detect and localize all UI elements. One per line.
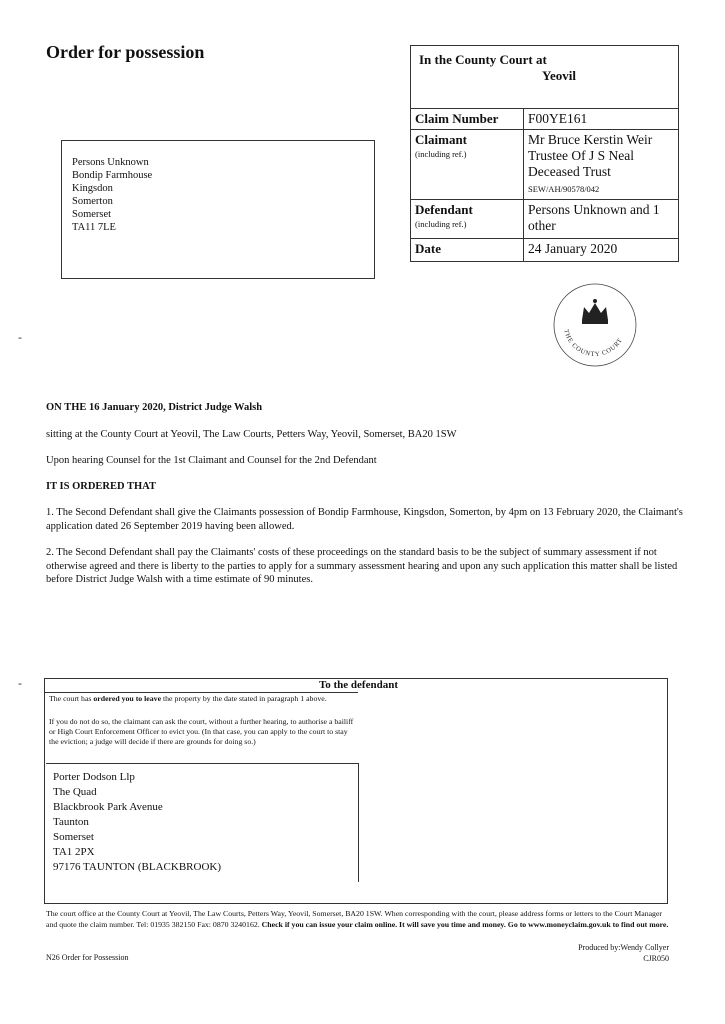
ordered-heading: IT IS ORDERED THAT — [46, 481, 156, 492]
defendant-label: Defendant — [415, 202, 473, 217]
address-line: Taunton — [53, 816, 89, 828]
produced-by: Produced by:Wendy Collyer — [578, 943, 669, 952]
seal-text: THE COUNTY COURT — [562, 328, 625, 359]
defendant-line: Persons Unknown and 1 — [528, 202, 660, 217]
court-box — [410, 45, 679, 109]
leave-emphasis: ordered you to leave — [93, 694, 162, 703]
defendant-address — [53, 770, 221, 875]
address-line: Somerton — [72, 196, 113, 207]
defendant-notice-para-1: The court has ordered you to leave the property by the date stated in paragraph 1 above. — [49, 694, 327, 703]
claimant-value-cell — [524, 130, 679, 200]
order-heading: ON THE 16 January 2020, District Judge Walsh — [46, 402, 263, 413]
form-reference: N26 Order for Possession — [46, 953, 129, 962]
address-line: Kingsdon — [72, 183, 113, 194]
claimant-label: Claimant — [415, 132, 467, 147]
defendant-notice-heading: To the defendant — [318, 679, 398, 691]
defendant-sub-label: (including ref.) — [415, 219, 467, 229]
recipient-address-box — [61, 140, 375, 279]
address-line: Bondip Farmhouse — [72, 170, 153, 181]
defendant-address-box — [46, 763, 359, 882]
claimant-sub-label: (including ref.) — [415, 149, 467, 159]
address-line: Porter Dodson Llp — [53, 771, 135, 783]
claimant-line: Trustee Of J S Neal — [528, 148, 634, 163]
defendant-value-cell — [524, 200, 679, 239]
produced-by-block — [578, 942, 669, 964]
defendant-row — [411, 200, 679, 239]
defendant-notice-para-2: If you do not do so, the claimant can ask the court, without a further hearing, to authorise a bailiff or High Court Enforcement Officer to evict you. (In that case, you can apply to the court to stay the eviction; a judge will decide if there are grounds for doing so.) — [49, 717, 354, 746]
order-paragraph-2: 2. The Second Defendant shall pay the Claimants' costs of these proceedings on the standard basis to be the subject of summary assessment if not otherwise agreed and there is liberty to the parties to apply for a summary assessment hearing and upon any such application this matter shall be listed before District Judge Walsh with a time estimate of 90 minutes. — [46, 547, 678, 585]
claimant-line: Deceased Trust — [528, 164, 611, 179]
claim-number-label: Claim Number — [411, 109, 524, 130]
court-line-1: In the County Court at — [419, 52, 547, 67]
order-paragraph-1: 1. The Second Defendant shall give the Claimants possession of Bondip Farmhouse, Kingsdon, Somerton, by 4pm on 13 February 2020, the Claimant's application dated 26 September 2019 having been allowed. — [46, 507, 683, 532]
address-line: Persons Unknown — [72, 157, 149, 168]
defendant-line: other — [528, 218, 556, 233]
county-court-seal — [552, 282, 638, 368]
address-line: 97176 TAUNTON (BLACKBROOK) — [53, 861, 221, 873]
defendant-notice-heading-bar — [45, 679, 398, 693]
margin-mark: - — [18, 330, 22, 344]
claim-details-table — [410, 108, 679, 262]
address-line: The Quad — [53, 786, 97, 798]
claimant-ref: SEW/AH/90578/042 — [528, 184, 600, 194]
claimant-label-cell — [411, 130, 524, 200]
form-code: CJR050 — [643, 954, 669, 963]
claim-number-row — [411, 109, 679, 130]
hearing-text: Upon hearing Counsel for the 1st Claimant and Counsel for the 2nd Defendant — [46, 455, 377, 466]
address-line: Somerset — [53, 831, 94, 843]
online-claim-notice: Check if you can issue your claim online. It will save you time and money. Go to www.moneyclaim.gov.uk to find out more. — [261, 920, 669, 929]
address-line: Blackbrook Park Avenue — [53, 801, 163, 813]
defendant-label-cell — [411, 200, 524, 239]
svg-text:THE COUNTY COURT — [562, 329, 624, 358]
address-line: TA11 7LE — [72, 222, 116, 233]
margin-mark: - — [18, 676, 22, 690]
sitting-text: sitting at the County Court at Yeovil, The Law Courts, Petters Way, Yeovil, Somerset, BA20 1SW — [46, 429, 457, 440]
footer-text: The court office at the County Court at Yeovil, The Law Courts, Petters Way, Yeovil, Somerset, BA20 1SW. When corresponding with the court, please address forms or letters to the Court Manager and quote the claim number. Tel: 01935 382150 Fax: 0870 3240162. Check if you can issue your claim online. It will save you time and money. Go to www.moneyclaim.gov.uk to find out more. — [46, 909, 669, 929]
claim-number-value: F00YE161 — [524, 109, 679, 130]
date-value: 24 January 2020 — [524, 239, 679, 262]
crown-icon — [582, 299, 608, 324]
page-title: Order for possession — [46, 42, 205, 62]
claimant-line: Mr Bruce Kerstin Weir — [528, 132, 653, 147]
claimant-row — [411, 130, 679, 200]
date-row — [411, 239, 679, 262]
address-line: Somerset — [72, 209, 112, 220]
court-name: Yeovil — [542, 68, 576, 83]
address-line: TA1 2PX — [53, 846, 95, 858]
date-label: Date — [411, 239, 524, 262]
recipient-address — [72, 156, 152, 234]
defendant-notice-box — [44, 678, 668, 904]
